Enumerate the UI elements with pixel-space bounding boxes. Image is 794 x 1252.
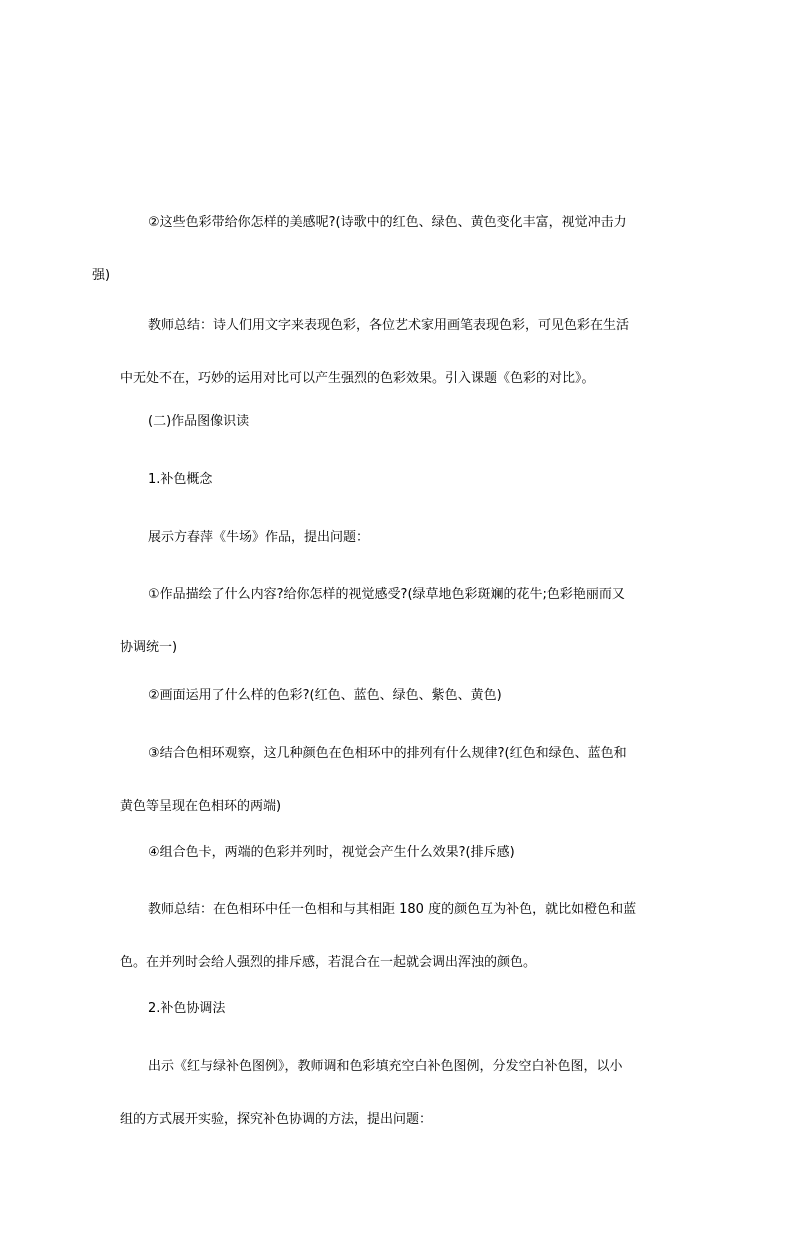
paragraph-red-green-example <box>120 934 676 1252</box>
text-line: ③结合色相环观察，这几种颜色在色相环中的排列有什么规律?(红色和绿色、蓝色和 <box>148 746 627 761</box>
text-line: 教师总结：在色相环中任一色相和与其相距 180 度的颜色互为补色，就比如橙色和蓝 <box>148 902 637 917</box>
text-line: ②这些色彩带给你怎样的美感呢?(诗歌中的红色、绿色、黄色变化丰富，视觉冲击力 <box>148 215 627 230</box>
text-line: 协调统一) <box>120 640 178 655</box>
text-line: 黄色等呈现在色相环的两端) <box>120 799 282 814</box>
text-line: 色。在并列时会给人强烈的排斥感，若混合在一起就会调出浑浊的颜色。 <box>120 955 537 970</box>
text-line: ④组合色卡，两端的色彩并列时，视觉会产生什么效果?(排斥感) <box>148 845 515 860</box>
text-line: 1.补色概念 <box>148 472 213 487</box>
text-line: 展示方春萍《牛场》作品，提出问题： <box>148 530 370 545</box>
text-line: 2.补色协调法 <box>148 1001 226 1016</box>
text-line: 教师总结：诗人们用文字来表现色彩，各位艺术家用画笔表现色彩，可见色彩在生活 <box>148 318 630 333</box>
text-line: 出示《红与绿补色图例》，教师调和色彩填充空白补色图例，分发空白补色图，以小 <box>148 1059 623 1074</box>
text-line: (二)作品图像识读 <box>148 414 250 429</box>
text-line: ①作品描绘了什么内容?给你怎样的视觉感受?(绿草地色彩斑斓的花牛;色彩艳丽而又 <box>148 587 625 602</box>
text-line: 中无处不在，巧妙的运用对比可以产生强烈的色彩效果。引入课题《色彩的对比》。 <box>120 371 595 386</box>
text-line: 强) <box>92 268 111 283</box>
text-line: 组的方式展开实验，探究补色协调的方法，提出问题： <box>120 1112 433 1127</box>
text-line: ②画面运用了什么样的色彩?(红色、蓝色、绿色、紫色、黄色) <box>148 688 502 703</box>
